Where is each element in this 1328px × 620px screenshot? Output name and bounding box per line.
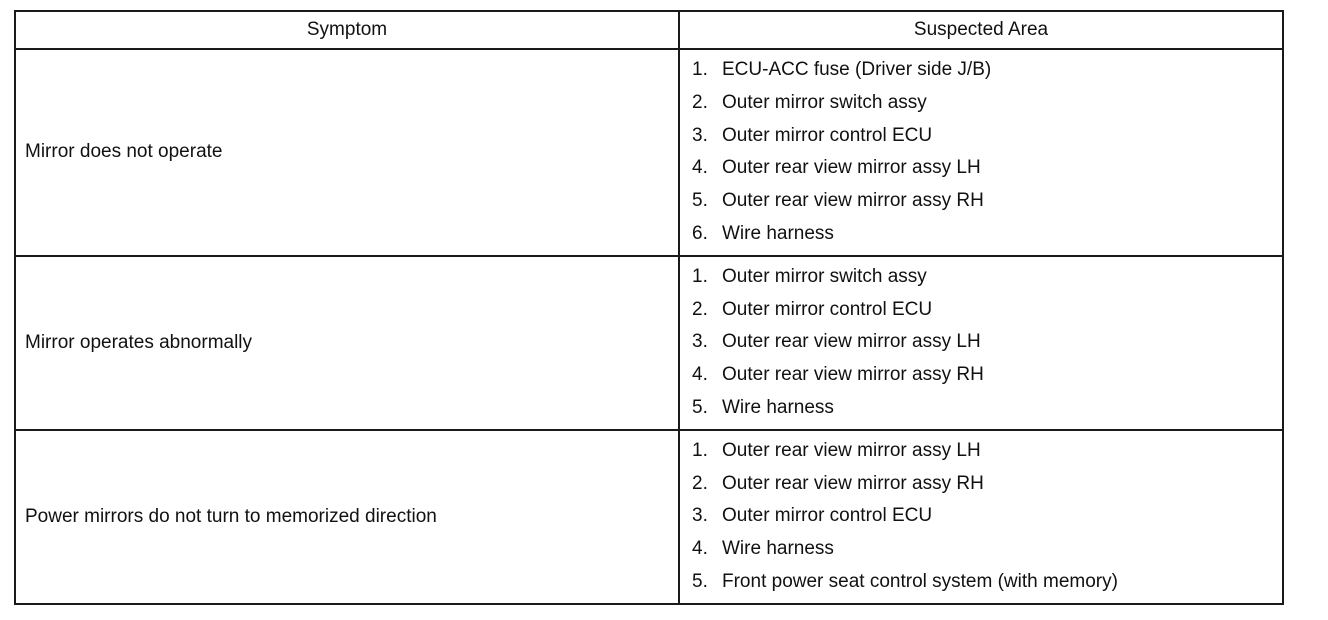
list-item: [692, 392, 1282, 425]
suspected-area-cell: [679, 430, 1283, 604]
item-text: Front power seat control system (with memory): [722, 570, 1118, 592]
item-number: 3.: [692, 124, 708, 146]
item-text: Outer rear view mirror assy RH: [722, 472, 984, 494]
item-text: Outer rear view mirror assy LH: [722, 157, 981, 179]
list-item: [692, 185, 1282, 218]
item-text: ECU-ACC fuse (Driver side J/B): [722, 59, 992, 80]
symptom-cell: Mirror operates abnormally: [15, 256, 679, 430]
header-row: [15, 11, 1283, 49]
list-item: [692, 500, 1282, 533]
troubleshooting-table: [14, 10, 1284, 605]
list-item: [692, 468, 1282, 501]
item-number: 1.: [692, 265, 708, 287]
item-number: 5.: [692, 190, 708, 212]
item-text: Outer mirror control ECU: [722, 298, 933, 320]
item-text: Outer rear view mirror assy LH: [722, 439, 981, 461]
item-text: Outer rear view mirror assy LH: [722, 331, 981, 353]
table-header: [15, 11, 1283, 49]
table-row: [15, 49, 1283, 256]
item-text: Outer mirror control ECU: [722, 505, 933, 527]
list-item: [692, 326, 1282, 359]
list-item: [692, 261, 1282, 294]
suspected-area-cell: [679, 256, 1283, 430]
item-number: 4.: [692, 157, 708, 179]
suspected-area-list: [692, 54, 1282, 251]
item-number: 2.: [692, 298, 708, 320]
item-number: 5.: [692, 396, 708, 418]
list-item: [692, 533, 1282, 566]
header-symptom: Symptom: [15, 11, 679, 49]
item-text: Outer rear view mirror assy RH: [722, 364, 984, 386]
item-number: 2.: [692, 91, 708, 113]
symptom-cell: Power mirrors do not turn to memorized direction: [15, 430, 679, 604]
list-item: [692, 87, 1282, 120]
item-text: Wire harness: [722, 222, 834, 244]
suspected-area-list: [692, 261, 1282, 425]
item-number: 5.: [692, 570, 708, 592]
item-text: Outer mirror switch assy: [722, 265, 927, 287]
header-suspected-area: Suspected Area: [679, 11, 1283, 49]
table-row: [15, 256, 1283, 430]
item-text: Outer rear view mirror assy RH: [722, 190, 984, 212]
item-text: Outer mirror switch assy: [722, 91, 927, 113]
list-item: [692, 120, 1282, 153]
item-number: 4.: [692, 364, 708, 386]
list-item: [692, 294, 1282, 327]
item-text: Wire harness: [722, 396, 834, 418]
symptom-cell: Mirror does not operate: [15, 49, 679, 256]
list-item: [692, 218, 1282, 251]
table-row: [15, 430, 1283, 604]
suspected-area-list: [692, 435, 1282, 599]
item-number: 2.: [692, 472, 708, 494]
list-item: [692, 54, 1282, 87]
item-number: 3.: [692, 505, 708, 527]
item-number: 6.: [692, 222, 708, 244]
table-body: [15, 49, 1283, 604]
item-number: 3.: [692, 331, 708, 353]
item-number: 1.: [692, 439, 708, 461]
suspected-area-cell: [679, 49, 1283, 256]
item-number: 1.: [692, 59, 708, 80]
item-number: 4.: [692, 538, 708, 560]
item-text: Outer mirror control ECU: [722, 124, 933, 146]
list-item: [692, 152, 1282, 185]
list-item: [692, 359, 1282, 392]
list-item: [692, 566, 1282, 599]
item-text: Wire harness: [722, 538, 834, 560]
list-item: [692, 435, 1282, 468]
